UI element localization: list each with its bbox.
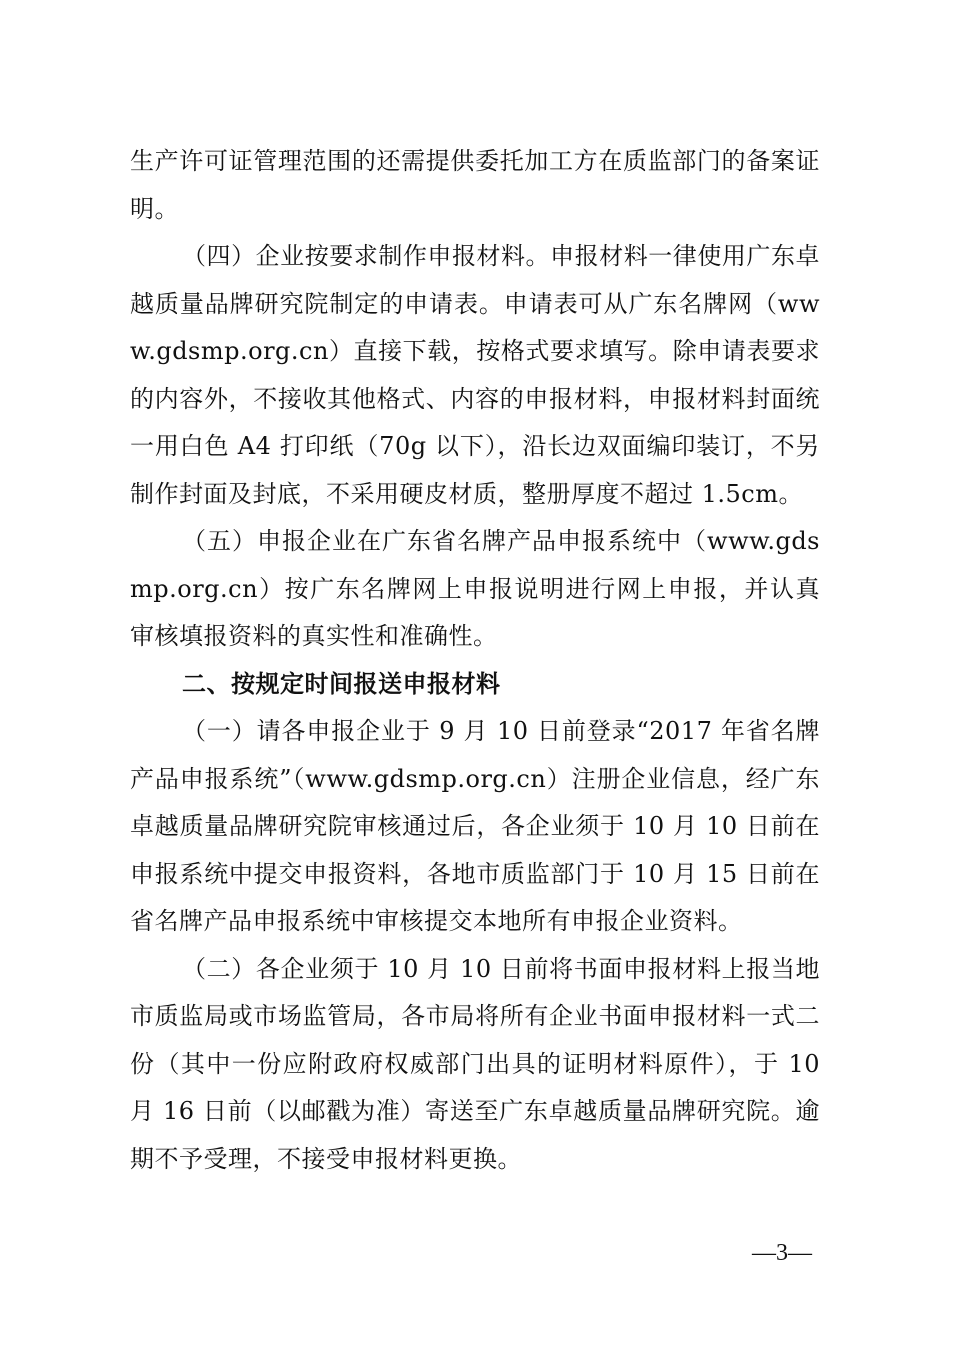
paragraph-continuation: 生产许可证管理范围的还需提供委托加工方在质监部门的备案证明。 <box>130 147 820 223</box>
section-heading: 二、按规定时间报送申报材料 <box>182 669 501 698</box>
paragraph-item-5: （五）申报企业在广东省名牌产品申报系统中（www.gdsmp.org.cn）按广东名牌网上申报说明进行网上申报，并认真审核填报资料的真实性和准确性。 <box>130 527 820 650</box>
paragraph-item-1: （一）请各申报企业于 9 月 10 日前登录“2017 年省名牌产品申报系统”（www.gdsmp.org.cn）注册企业信息，经广东卓越质量品牌研究院审核通过后，各企业须于 10 月 10 日前在申报系统中提交申报资料，各地市质监部门于 10 月 15 日前在省名牌产品申报系统中审核提交本地所有申报企业资料。 <box>130 717 820 935</box>
page-number: —3— <box>752 1240 812 1266</box>
document-body <box>130 138 820 1183</box>
paragraph-item-4: （四）企业按要求制作申报材料。申报材料一律使用广东卓越质量品牌研究院制定的申请表。申请表可从广东名牌网（www.gdsmp.org.cn）直接下载，按格式要求填写。除申请表要求的内容外，不接收其他格式、内容的申报材料，申报材料封面统一用白色 A4 打印纸（70g 以下），沿长边双面编印装订，不另制作封面及封底，不采用硬皮材质，整册厚度不超过 1.5cm。 <box>130 242 820 508</box>
paragraph-item-2: （二）各企业须于 10 月 10 日前将书面申报材料上报当地市质监局或市场监管局，各市局将所有企业书面申报材料一式二份（其中一份应附政府权威部门出具的证明材料原件），于 10 月 16 日前（以邮戳为准）寄送至广东卓越质量品牌研究院。逾期不予受理，不接受申报材料更换。 <box>130 954 820 1173</box>
